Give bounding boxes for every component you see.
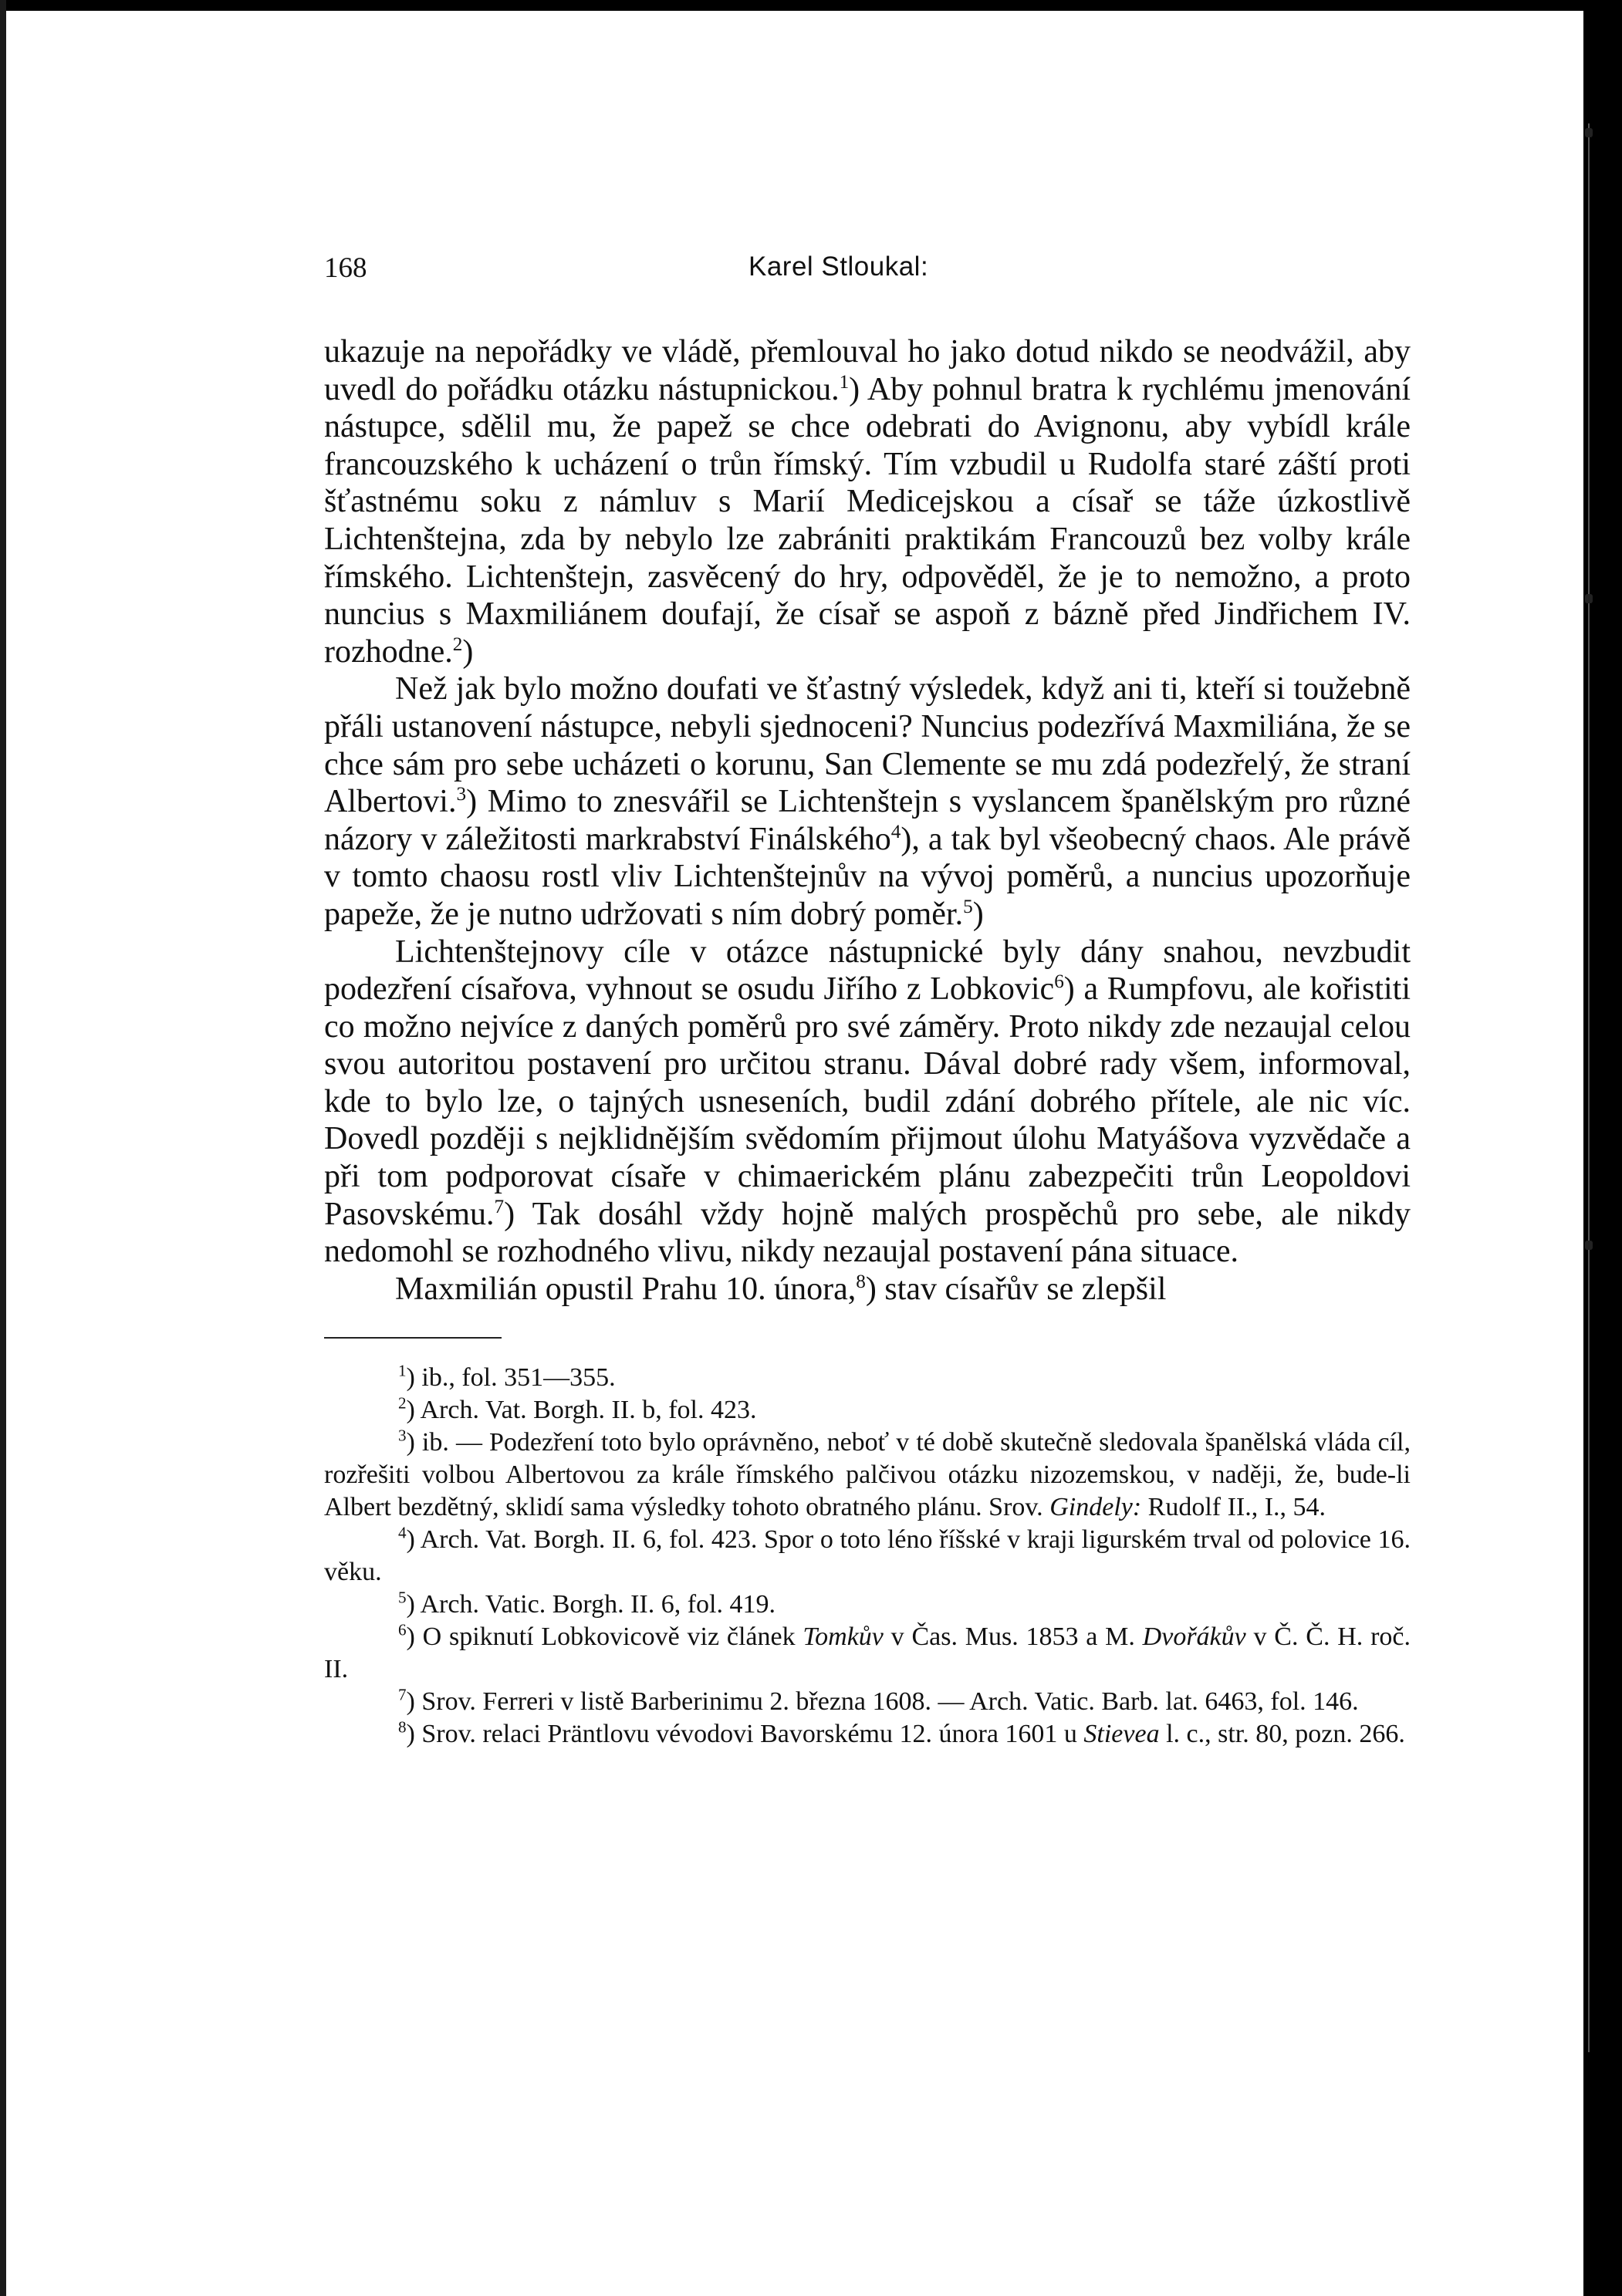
- footnote-5: $^5$) Arch. Vatic. Borgh. II. 6, fol. 419.: [398, 1589, 776, 1619]
- footnote-ref[interactable]: 5: [963, 896, 973, 917]
- footnote-7: $^7$) Srov. Ferreri v listě Barberinimu 2. března 1608. — Arch. Vatic. Barb. lat. 6463, fol. 146.: [398, 1686, 1359, 1717]
- footnote-ref[interactable]: 3: [456, 784, 467, 805]
- footnote-number: 4: [398, 1524, 407, 1543]
- running-head: [324, 248, 1411, 295]
- body-text: [324, 333, 1411, 1308]
- paragraph-2: Než jak bylo možno doufati ve šťastný výsledek, když ani ti, kteří si toužebně přáli ustanovení nástupce, nebyli sjednoceni? Nuncius podezřívá Maxmiliána, že se chce sám pro sebe ucházeti o korunu, San Clemente se mu zdá podezřelý, že straní Albertovi.$^3$) Mimo to znesvářil se Lichtenštejn s vyslancem španělským pro různé názory v záležitosti markrabství Finálského$^4$), a tak byl všeobecný chaos. Ale právě v tomto chaosu rostl vliv Lichtenštejnův na vývoj poměrů, a nuncius upozorňuje papeže, že je nutno udržovati s ním dobrý poměr.$^5$): [324, 671, 1411, 932]
- footnote-ref[interactable]: 7: [494, 1196, 505, 1217]
- footnote-ref[interactable]: 4: [890, 821, 901, 842]
- footnote-ref[interactable]: 2: [452, 633, 463, 655]
- footnote-8: $^8$) Srov. relaci Präntlovu vévodovi Bavorskému 12. února 1601 u Stievea l. c., str. 80, pozn. 266.: [398, 1718, 1405, 1749]
- footnote-rule: [324, 1337, 502, 1339]
- scan-edge-top: [0, 0, 1622, 11]
- footnote-ref[interactable]: 8: [856, 1271, 866, 1292]
- footnote-number: 2: [398, 1394, 407, 1413]
- footnote-ref[interactable]: 6: [1054, 971, 1064, 993]
- footnote-number: 3: [398, 1427, 407, 1446]
- page: [324, 248, 1411, 1751]
- margin-mark: [1585, 128, 1593, 137]
- footnote-2: $^2$) Arch. Vat. Borgh. II. b, fol. 423.: [398, 1394, 757, 1425]
- paragraph-1: ukazuje na nepořádky ve vládě, přemlouval ho jako dotud nikdo se neodvážil, aby uvedl do pořádku otázku nástupnickou.$^1$) Aby pohnul bratra k rychlému jmenování nástupce, sdělil mu, že papež se chce odebrati do Avignonu, aby vybídl krále francouzského k ucházení o trůn římský. Tím vzbudil u Rudolfa staré záští proti šťastnému soku z námluv s Marií Medicejskou a císař se táže úzkostlivě Lichtenštejna, zda by nebylo lze zabrániti praktikám Francouzů bez volby krále římského. Lichtenštejn, zasvěcený do hry, odpověděl, že je to nemožno, a proto nuncius s Maxmiliánem doufají, že císař se aspoň z bázně před Jindřichem IV. rozhodne.$^2$): [324, 334, 1411, 670]
- margin-rule: [1588, 123, 1590, 2052]
- footnote-number: 6: [398, 1621, 407, 1640]
- footnotes: [324, 1362, 1411, 1751]
- footnote-4: $^4$) Arch. Vat. Borgh. II. 6, fol. 423. Spor o toto léno říšské v kraji ligurském trval od polovice 16. věku.: [324, 1524, 1411, 1587]
- footnote-number: 7: [398, 1686, 407, 1705]
- footnote-number: 8: [398, 1718, 407, 1737]
- footnote-ref[interactable]: 1: [839, 371, 850, 393]
- footnote-number: 1: [398, 1362, 407, 1381]
- footnote-6: $^6$) O spiknutí Lobkovicově viz článek Tomkův v Čas. Mus. 1853 a M. Dvořákův v Č. Č. H. roč. II.: [324, 1621, 1411, 1684]
- paragraph-3: Lichtenštejnovy cíle v otázce nástupnické byly dány snahou, nevzbudit podezření císařova, vyhnout se osudu Jiřího z Lobkovic$^6$) a Rumpfovu, ale kořistiti co možno nejvíce z daných poměrů pro své záměry. Proto nikdy zde nezaujal celou svou autoritou postavení pro určitou stranu. Dával dobré rady všem, informoval, kde to bylo lze, o tajných usneseních, budil zdání dobrého přítele, ale nic víc. Dovedl později s nejklidnějším svědomím přijmout úlohu Matyášova vyzvědače a při tom podporovat císaře v chimaerickém plánu zabezpečiti trůn Leopoldovi Pasovskému.$^7$) Tak dosáhl vždy hojně malých prospěchů pro sebe, ale nikdy nedomohl se rozhodného vlivu, nikdy nezaujal postavení pána situace.: [324, 934, 1411, 1270]
- margin-mark: [1585, 1241, 1593, 1250]
- paragraph-4: Maxmilián opustil Prahu 10. února,$^8$) stav císařův se zlepšil: [395, 1271, 1167, 1307]
- footnote-1: $^1$) ib., fol. 351—355.: [398, 1362, 616, 1393]
- footnote-number: 5: [398, 1589, 407, 1608]
- running-head-author: Karel Stloukal:: [748, 252, 929, 282]
- scan-edge-left: [0, 0, 6, 2296]
- margin-mark: [1585, 594, 1593, 603]
- footnote-3: $^3$) ib. — Podezření toto bylo oprávněno, neboť v té době skutečně sledovala španělská vláda cíl, rozřešiti volbou Albertovou za krále římského palčivou otázku nizozemskou, v naději, že, bude-li Albert bezdětný, sklidí sama výsledky tohoto obratného plánu. Srov. Gindely: Rudolf II., I., 54.: [324, 1427, 1411, 1522]
- page-number: 168: [324, 252, 367, 284]
